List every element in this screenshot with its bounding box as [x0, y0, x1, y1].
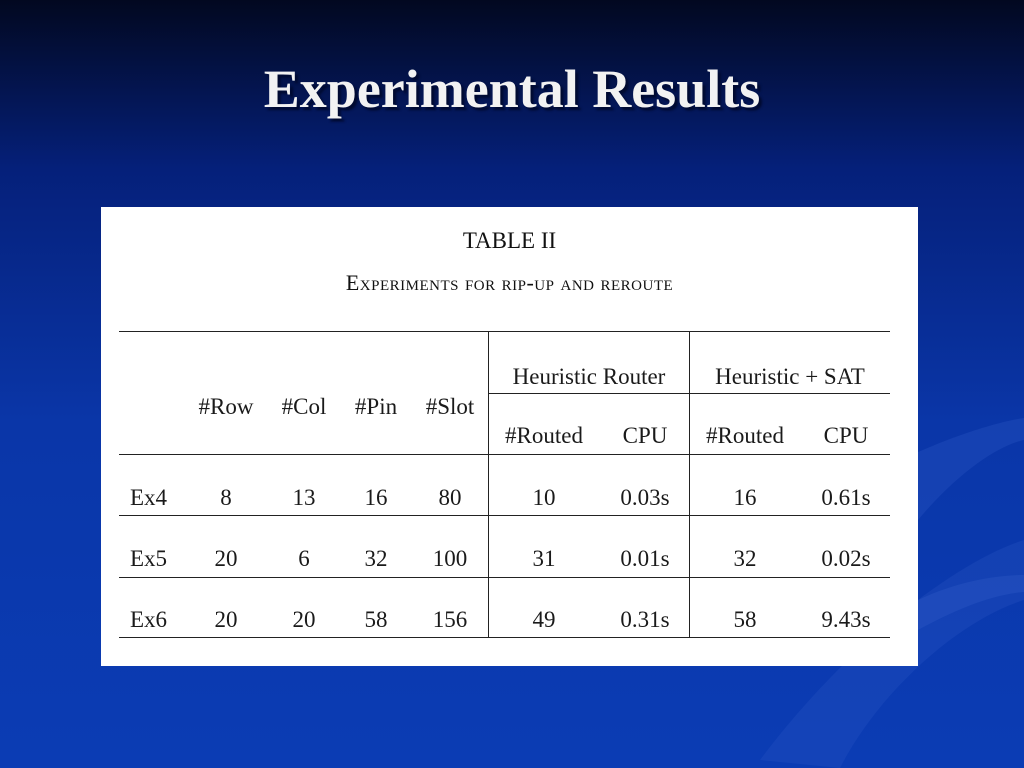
col-header-col: #Col: [281, 394, 327, 419]
row-rule-1: [119, 515, 890, 516]
table-cell: 58: [364, 607, 388, 632]
table-cell: 8: [220, 485, 232, 510]
table-cell: 32: [733, 546, 757, 571]
table-cell: 0.61s: [821, 485, 871, 510]
table-row-label: Ex6: [130, 607, 168, 632]
table-cell: 9.43s: [821, 607, 871, 632]
table-cell: 0.03s: [620, 485, 670, 510]
table-cell: 58: [733, 607, 757, 632]
table-cell: 20: [292, 607, 316, 632]
table-bottom-rule: [119, 637, 890, 638]
table-cell: 0.31s: [620, 607, 670, 632]
slide-title: Experimental Results: [263, 59, 761, 119]
table-row-label: Ex5: [130, 546, 168, 571]
col-header-routed-2: #Routed: [706, 423, 784, 448]
table-cell: 16: [733, 485, 757, 510]
table-cell: 0.01s: [620, 546, 670, 571]
table-cell: 31: [532, 546, 556, 571]
table-cell: 10: [532, 485, 556, 510]
col-header-row: #Row: [198, 394, 254, 419]
col-header-cpu-2: CPU: [823, 423, 869, 448]
table-cell: 32: [364, 546, 388, 571]
table-caption-title: Experiments for rip-up and reroute: [345, 270, 674, 295]
table-cell: 0.02s: [821, 546, 871, 571]
table-cell: 156: [432, 607, 468, 632]
table-cell: 20: [214, 607, 238, 632]
table-row-label: Ex4: [130, 485, 168, 510]
table-cell: 49: [532, 607, 556, 632]
row-rule-2: [119, 577, 890, 578]
col-header-routed-1: #Routed: [505, 423, 583, 448]
table-cell: 80: [438, 485, 462, 510]
col-header-slot: #Slot: [425, 394, 475, 419]
col-header-cpu-1: CPU: [622, 423, 668, 448]
header-bottom-rule: [119, 454, 890, 455]
table-top-rule: [119, 331, 890, 332]
table-cell: 6: [298, 546, 310, 571]
table-cell: 13: [292, 485, 316, 510]
table-caption-number: TABLE II: [462, 228, 557, 253]
table-cell: 100: [432, 546, 468, 571]
group-header-heuristic-router: Heuristic Router: [512, 364, 666, 389]
col-header-pin: #Pin: [354, 394, 398, 419]
group-header-heuristic-sat: Heuristic + SAT: [715, 364, 865, 389]
table-cell: 20: [214, 546, 238, 571]
table-cell: 16: [364, 485, 388, 510]
